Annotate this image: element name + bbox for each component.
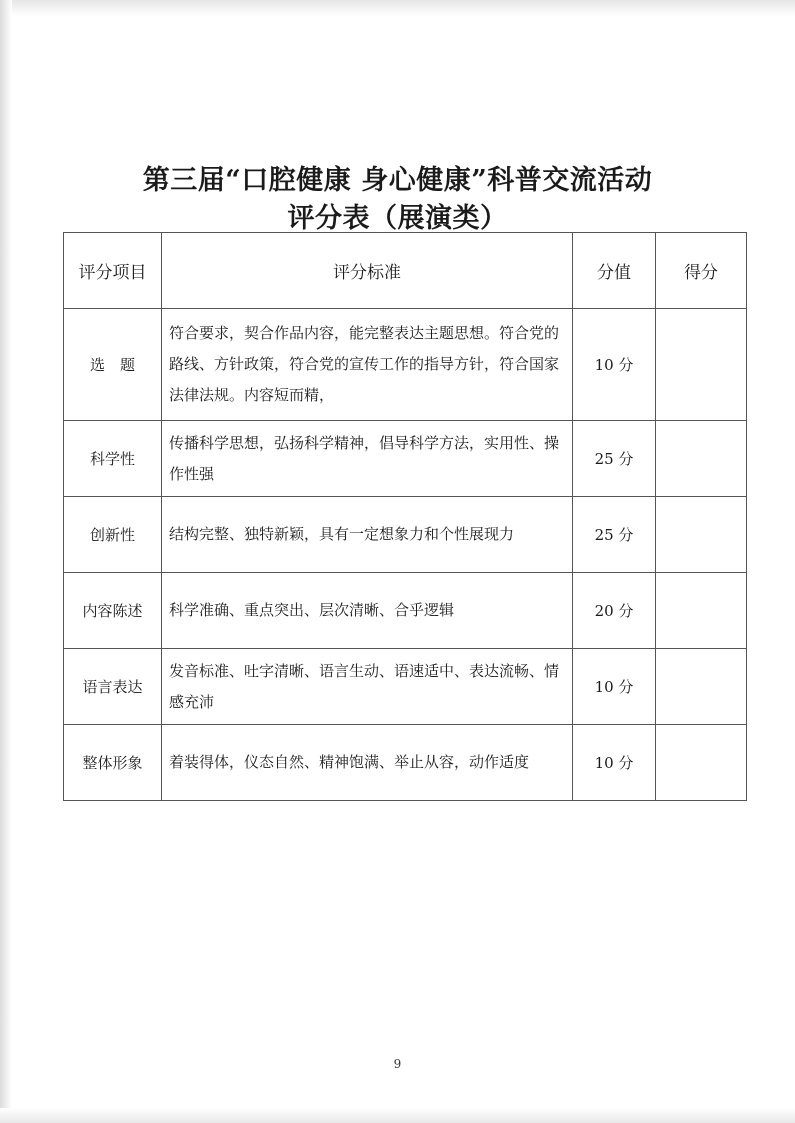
table-row <box>64 421 747 497</box>
row-item: 创新性 <box>64 497 162 573</box>
page-number: 9 <box>393 1057 402 1071</box>
scan-edge-top <box>0 0 795 16</box>
row-item: 内容陈述 <box>64 573 162 649</box>
row-result <box>656 725 747 801</box>
table-row <box>64 573 747 649</box>
header-criteria: 评分标准 <box>162 233 573 309</box>
row-criteria: 传播科学思想，弘扬科学精神，倡导科学方法，实用性、操作性强 <box>162 421 573 497</box>
row-result <box>656 309 747 421</box>
row-score: 10 分 <box>573 309 656 421</box>
header-item: 评分项目 <box>64 233 162 309</box>
row-result <box>656 649 747 725</box>
scan-edge-bottom <box>0 1108 795 1123</box>
row-item: 科学性 <box>64 421 162 497</box>
scoring-table <box>63 232 747 801</box>
table-row <box>64 649 747 725</box>
row-criteria: 科学准确、重点突出、层次清晰、合乎逻辑 <box>162 573 573 649</box>
row-score: 25 分 <box>573 497 656 573</box>
document-title: 第三届“口腔健康 身心健康”科普交流活动 <box>142 165 653 196</box>
table-row <box>64 497 747 573</box>
row-item: 语言表达 <box>64 649 162 725</box>
row-result <box>656 573 747 649</box>
row-result <box>656 497 747 573</box>
document-subtitle: 评分表（展演类） <box>287 203 508 234</box>
row-result <box>656 421 747 497</box>
row-criteria: 符合要求，契合作品内容，能完整表达主题思想。符合党的路线、方针政策，符合党的宣传工作的指导方针，符合国家法律法规。内容短而精， <box>162 309 573 421</box>
row-criteria: 着装得体，仪态自然、精神饱满、举止从容，动作适度 <box>162 725 573 801</box>
row-score: 10 分 <box>573 649 656 725</box>
header-score: 分值 <box>573 233 656 309</box>
table-header-row <box>64 233 747 309</box>
row-score: 20 分 <box>573 573 656 649</box>
table-row <box>64 725 747 801</box>
header-result: 得分 <box>656 233 747 309</box>
row-criteria: 发音标准、吐字清晰、语言生动、语速适中、表达流畅、情感充沛 <box>162 649 573 725</box>
row-score: 10 分 <box>573 725 656 801</box>
row-criteria: 结构完整、独特新颖，具有一定想象力和个性展现力 <box>162 497 573 573</box>
row-score: 25 分 <box>573 421 656 497</box>
row-item: 整体形象 <box>64 725 162 801</box>
table-row <box>64 309 747 421</box>
row-item: 选 题 <box>64 309 162 421</box>
